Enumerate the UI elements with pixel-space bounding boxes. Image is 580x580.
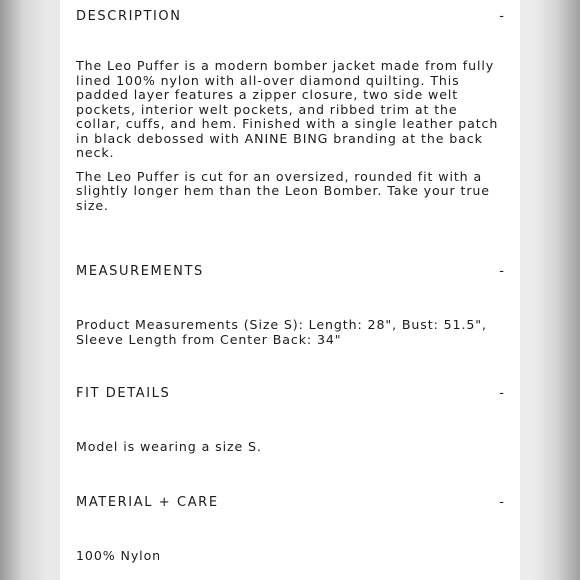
material-care-content: [76, 549, 504, 564]
fit-details-header[interactable]: [76, 386, 504, 401]
product-details-panel: [60, 0, 520, 580]
fit-details-paragraph: Model is wearing a size S.: [76, 439, 262, 454]
fit-details-section: [76, 386, 504, 401]
material-care-header[interactable]: [76, 495, 504, 510]
description-paragraph-1: The Leo Puffer is a modern bomber jacket made from fully lined 100% nylon with all-over diamond quilting. This padded layer features a zipper closure, two side welt pockets, interior welt pockets, and ribbed trim at the collar, cuffs, and hem. Finished with a single leather patch in black debossed with ANINE BING branding at the back neck.: [76, 58, 499, 160]
measurements-section: [76, 264, 504, 279]
collapse-icon[interactable]: -: [499, 9, 504, 24]
measurements-content: [76, 318, 504, 347]
fit-details-title: FIT DETAILS: [76, 386, 171, 401]
measurements-title: MEASUREMENTS: [76, 264, 204, 279]
material-care-section: [76, 495, 504, 510]
collapse-icon[interactable]: -: [499, 264, 504, 279]
collapse-icon[interactable]: -: [499, 386, 504, 401]
material-care-paragraph: 100% Nylon: [76, 548, 162, 563]
collapse-icon[interactable]: -: [499, 495, 504, 510]
material-care-title: MATERIAL + CARE: [76, 495, 219, 510]
description-header[interactable]: [76, 9, 504, 24]
fit-details-content: [76, 440, 504, 455]
description-title: DESCRIPTION: [76, 9, 182, 24]
description-paragraph-2: The Leo Puffer is cut for an oversized, rounded fit with a slightly longer hem than the Leon Bomber. Take your true size.: [76, 168, 490, 213]
description-content: [76, 59, 504, 213]
measurements-paragraph: Product Measurements (Size S): Length: 28", Bust: 51.5", Sleeve Length from Center Back: 34": [76, 317, 487, 347]
description-section: [76, 9, 504, 24]
measurements-header[interactable]: [76, 264, 504, 279]
